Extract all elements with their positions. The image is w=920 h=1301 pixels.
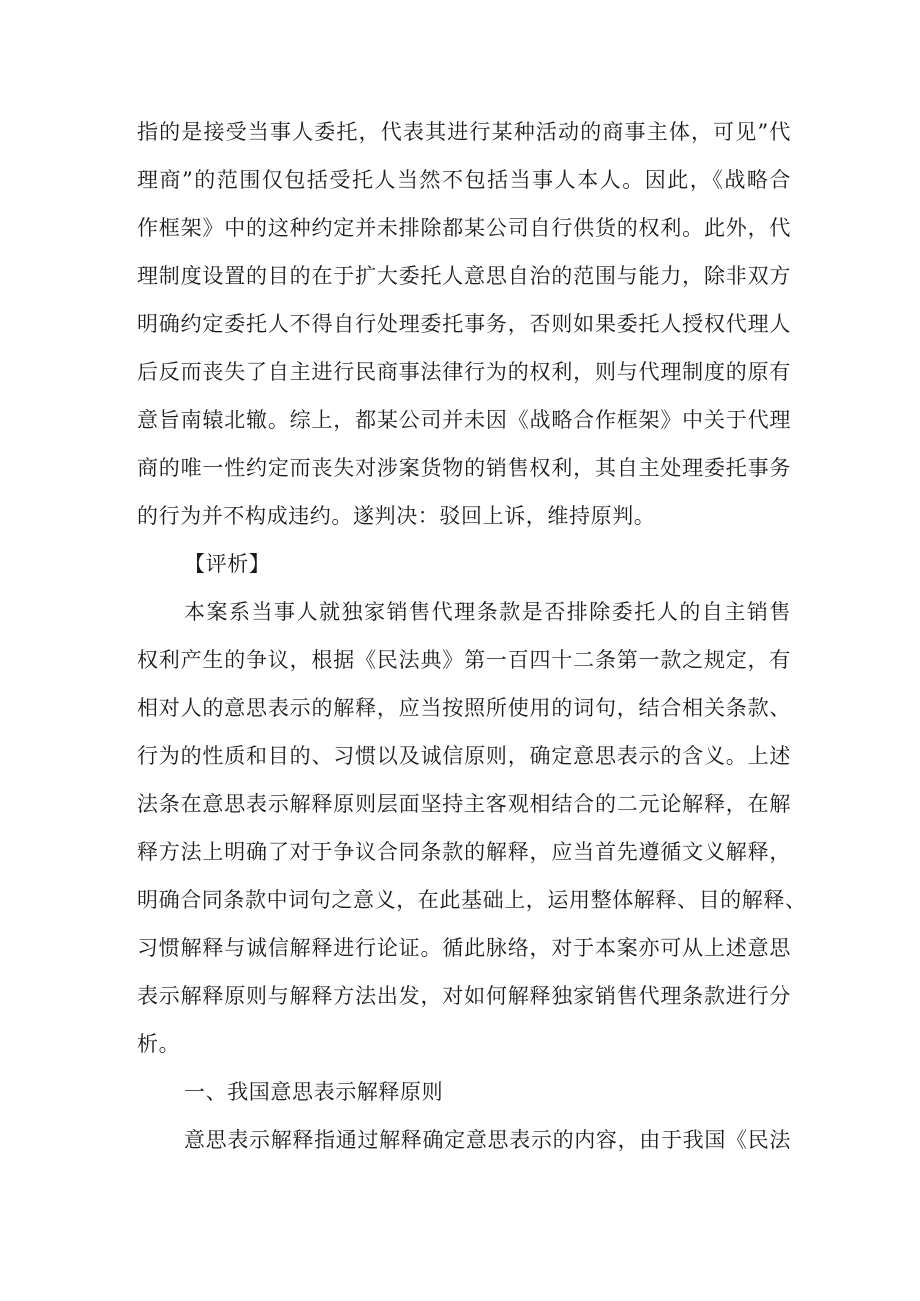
paragraph-line: 法条在意思表示解释原则层面坚持主客观相结合的二元论解释，在解 (137, 792, 791, 816)
paragraph-line: 明确约定委托人不得自行处理委托事务，否则如果委托人授权代理人 (137, 312, 791, 336)
paragraph-line: 意思表示解释指通过解释确定意思表示的内容，由于我国《民法 (184, 1128, 791, 1152)
paragraph-line: 表示解释原则与解释方法出发，对如何解释独家销售代理条款进行分 (137, 984, 791, 1008)
paragraph-line: 行为的性质和目的、习惯以及诚信原则，确定意思表示的含义。上述 (137, 744, 791, 768)
paragraph-line: 相对人的意思表示的解释，应当按照所使用的词句，结合相关条款、 (137, 696, 791, 720)
paragraph-line: 明确合同条款中词句之意义，在此基础上，运用整体解释、目的解释、 (137, 888, 807, 912)
paragraph-line: 释方法上明确了对于争议合同条款的解释，应当首先遵循文义解释， (137, 840, 791, 864)
section-heading: 一、我国意思表示解释原则 (184, 1080, 444, 1104)
paragraph-line: 的行为并不构成违约。遂判决：驳回上诉，维持原判。 (137, 504, 656, 528)
paragraph-line: 商的唯一性约定而丧失对涉案货物的销售权利，其自主处理委托事务 (137, 456, 791, 480)
paragraph-line: 作框架》中的这种约定并未排除都某公司自行供货的权利。此外，代 (137, 216, 791, 240)
paragraph-line: 本案系当事人就独家销售代理条款是否排除委托人的自主销售 (184, 600, 791, 624)
paragraph-line: 理制度设置的目的在于扩大委托人意思自治的范围与能力，除非双方 (137, 264, 791, 288)
paragraph-line: 理商”的范围仅包括受托人当然不包括当事人本人。因此，《战略合 (137, 168, 791, 192)
paragraph-line: 指的是接受当事人委托，代表其进行某种活动的商事主体，可见”代 (137, 120, 791, 144)
paragraph-line: 习惯解释与诚信解释进行论证。循此脉络，对于本案亦可从上述意思 (137, 936, 791, 960)
paragraph-line: 意旨南辕北辙。综上，都某公司并未因《战略合作框架》中关于代理 (137, 408, 791, 432)
section-heading: 【评析】 (184, 552, 271, 576)
paragraph-line: 析。 (137, 1032, 181, 1056)
paragraph-line: 权利产生的争议，根据《民法典》第一百四十二条第一款之规定，有 (137, 648, 791, 672)
paragraph-line: 后反而丧失了自主进行民商事法律行为的权利，则与代理制度的原有 (137, 360, 791, 384)
